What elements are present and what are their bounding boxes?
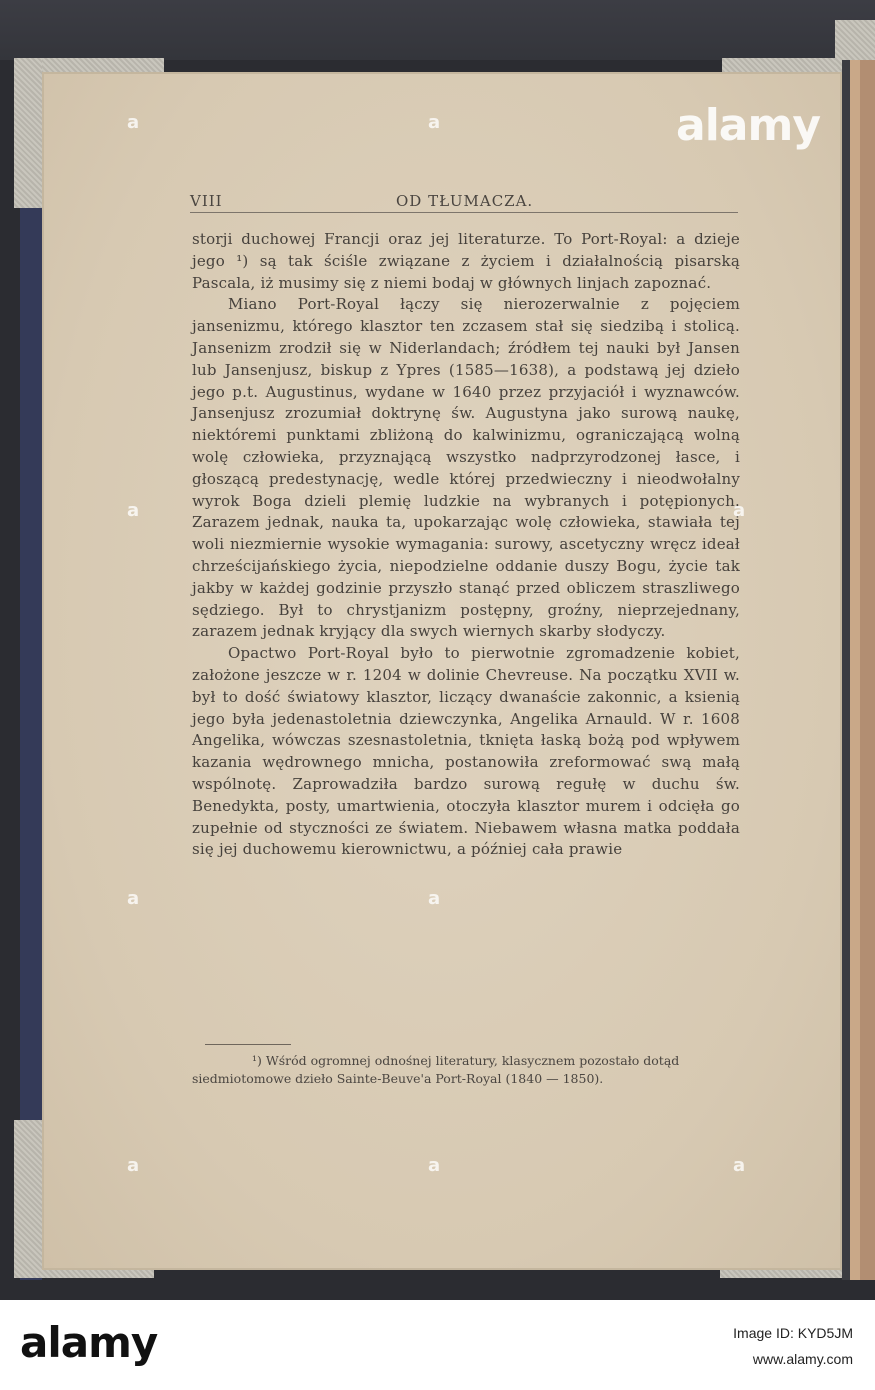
running-title: OD TŁUMACZA. bbox=[396, 192, 534, 210]
watermark-tile: a bbox=[428, 112, 441, 133]
watermark-tile: a bbox=[428, 1155, 441, 1176]
watermark-tile: a bbox=[127, 112, 140, 133]
image-id: Image ID: KYD5JM bbox=[733, 1325, 853, 1341]
watermark-tile: a bbox=[127, 1155, 140, 1176]
footnote-rule bbox=[205, 1044, 291, 1045]
corner-left-bottom bbox=[14, 1120, 44, 1278]
footnote-line-1: ¹) Wśród ogromnej odnośnej literatury, klasycznem pozostało dotąd bbox=[252, 1053, 680, 1068]
footnote-line-2: siedmiotomowe dzieło Sainte-Beuve'a Port-Royal (1840 — 1850). bbox=[192, 1071, 604, 1086]
paragraph-2: Miano Port-Royal łączy się nierozerwalnie z pojęciem jansenizmu, którego klasztor ten zczasem stał się siedzibą i stolicą. Jansenizm zrodził się w Niderlandach; źródłem tej nauki był Jansen lub Jansenjusz, biskup z Ypres (1585—1638), a podstawą jej dzieło jego p.t. Augustinus, wydane w 1640 przez przyjaciół i wyznawców. Jansenjusz zrozumiał doktrynę św. Augustyna jako surową naukę, niektóremi punktami zbliżoną do kalwinizmu, ograniczającą wolną wolę człowieka, przyznającą wszystko nadprzyrodzonej łasce, i głoszącą predestynację, wedle której przedwieczny i nieodwołalny wyrok Boga dzieli plemię ludzkie na wybranych i potępionych. Zarazem jednak, nauka ta, upokarzając wolę człowieka, stawiała tej woli niezmiernie wysokie wymagania: surowy, ascetyczny wręcz ideał chrześcijańskiego życia, niepodzielne oddanie duszy Bogu, życie tak jakby w każdej godzinie przyszło stanąć przed obliczem straszliwego sędziego. Był to chrystjanizm postępny, groźny, nieprzejednany, zarazem jednak kryjący dla swych wiernych skarby słodyczy. bbox=[192, 295, 740, 641]
page-number: VIII bbox=[190, 192, 223, 210]
watermark-tile: a bbox=[127, 888, 140, 909]
footer-logo: alamy bbox=[20, 1318, 158, 1367]
book-spine bbox=[20, 60, 42, 1280]
watermark-tile: a bbox=[127, 500, 140, 521]
watermark-tile: a bbox=[733, 1155, 746, 1176]
corner-left-top bbox=[14, 58, 42, 208]
footnote bbox=[192, 1052, 740, 1088]
site-url: www.alamy.com bbox=[752, 1351, 853, 1367]
book-cover-top bbox=[0, 0, 875, 60]
header-rule bbox=[190, 212, 738, 213]
footer-meta bbox=[733, 1320, 853, 1372]
body-text bbox=[192, 229, 740, 861]
stock-footer bbox=[0, 1300, 875, 1390]
paragraph-1: storji duchowej Francji oraz jej literaturze. To Port-Royal: a dzieje jego ¹) są tak ściśle związane z życiem i działalnością pisarską Pascala, iż musimy się z niemi bodaj w głównych linjach zapoznać. bbox=[192, 230, 740, 292]
watermark-logo: alamy bbox=[676, 100, 820, 151]
next-page-edge bbox=[842, 60, 875, 1280]
watermark-tile: a bbox=[733, 500, 746, 521]
paragraph-3: Opactwo Port-Royal było to pierwotnie zgromadzenie kobiet, założone jeszcze w r. 1204 w dolinie Chevreuse. Na początku XVII w. był to dość światowy klasztor, liczący dwanaście zakonnic, a ksienią jego była jedenastoletnia dziewczynka, Angelika Arnauld. W r. 1608 Angelika, wówczas szesnastoletnia, tknięta łaską bożą pod wpływem kazania wędrownego mnicha, postanowiła zreformować swą małą wspólnotę. Zaprowadziła bardzo surową regułę w duchu św. Benedykta, posty, umartwienia, otoczyła klasztor murem i odcięła go zupełnie od styczności ze światem. Niebawem własna matka poddała się jej duchowemu kierownictwu, a później cała prawie bbox=[192, 644, 740, 859]
watermark-tile: a bbox=[428, 888, 441, 909]
